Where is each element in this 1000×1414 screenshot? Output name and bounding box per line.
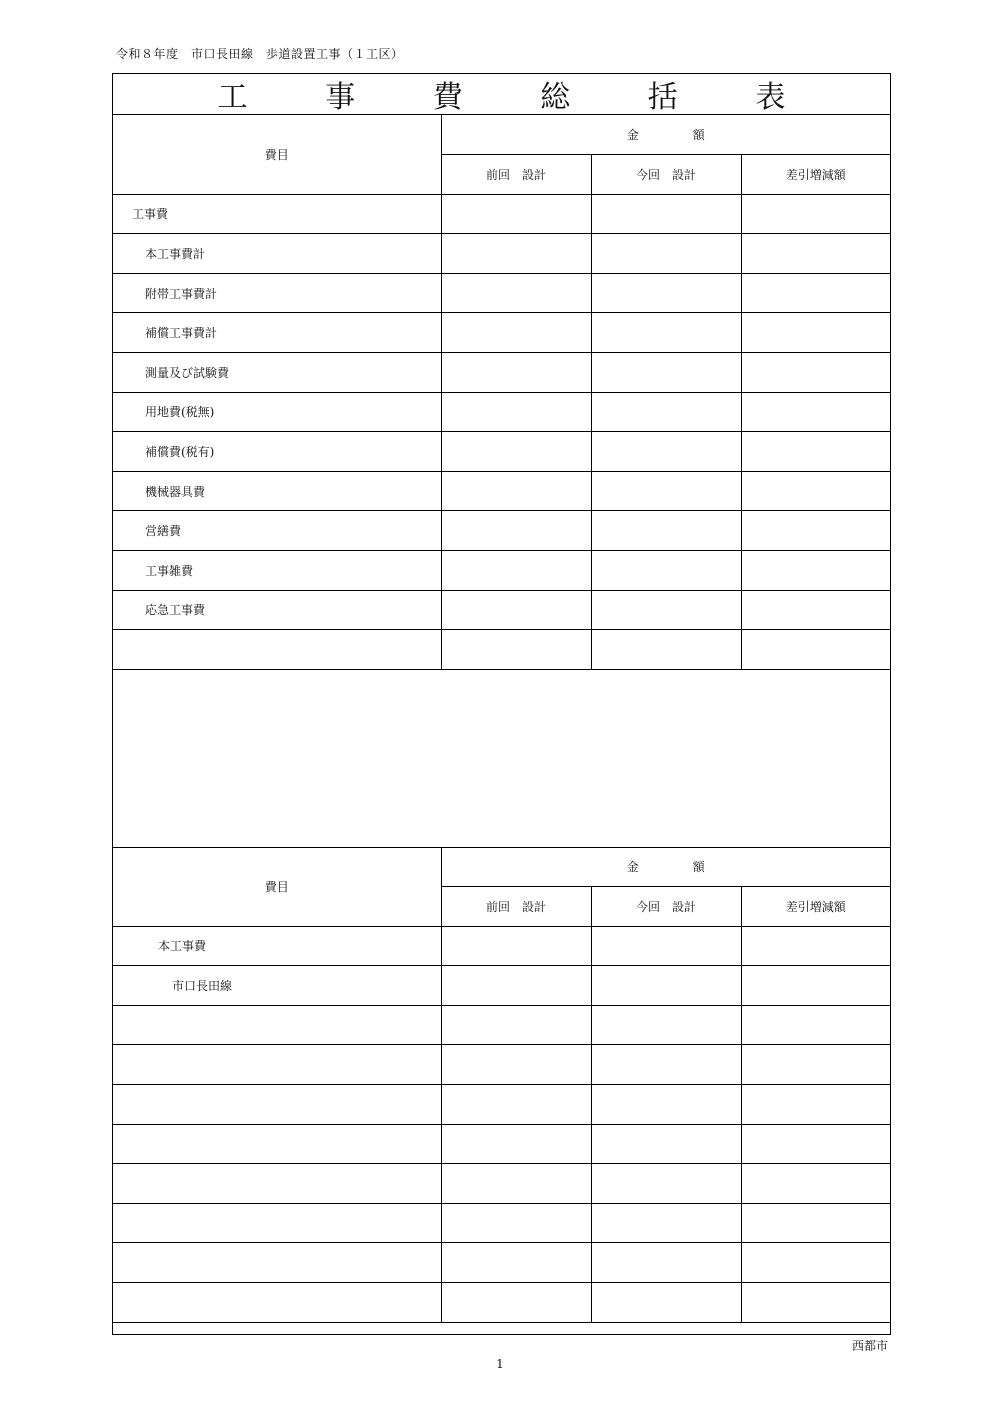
difference-cell <box>741 1005 890 1045</box>
row-item-label: 機械器具費 <box>113 471 441 511</box>
table-row <box>113 1045 890 1085</box>
previous-design-cell <box>441 353 591 393</box>
row-item-label: 営繕費 <box>113 511 441 551</box>
table-header-row <box>113 115 890 155</box>
current-design-cell <box>591 234 741 274</box>
document-header: 令和８年度 市口長田線 歩道設置工事（１工区） <box>116 47 404 61</box>
current-design-cell <box>591 630 741 670</box>
column-header-current-design: 今回 設計 <box>591 155 741 195</box>
table-row <box>113 1203 890 1243</box>
cost-summary-table-lower <box>113 847 890 1323</box>
difference-cell <box>741 194 890 234</box>
current-design-cell <box>591 392 741 432</box>
row-item-label <box>113 630 441 670</box>
difference-cell <box>741 630 890 670</box>
previous-design-cell <box>441 1124 591 1164</box>
previous-design-cell <box>441 1085 591 1125</box>
row-item-label: 補償費(税有) <box>113 432 441 472</box>
difference-cell <box>741 1045 890 1085</box>
previous-design-cell <box>441 551 591 591</box>
row-item-label: 市口長田線 <box>113 966 441 1006</box>
previous-design-cell <box>441 273 591 313</box>
previous-design-cell <box>441 1045 591 1085</box>
row-item-label <box>113 1124 441 1164</box>
column-header-amount <box>441 847 890 887</box>
row-item-label <box>113 1005 441 1045</box>
previous-design-cell <box>441 392 591 432</box>
column-header-previous-design: 前回 設計 <box>441 155 591 195</box>
previous-design-cell <box>441 1005 591 1045</box>
row-item-label <box>113 1243 441 1283</box>
row-item-label: 用地費(税無) <box>113 392 441 432</box>
current-design-cell <box>591 1045 741 1085</box>
difference-cell <box>741 1164 890 1204</box>
current-design-cell <box>591 1243 741 1283</box>
difference-cell <box>741 966 890 1006</box>
previous-design-cell <box>441 926 591 966</box>
column-header-current-design: 今回 設計 <box>591 887 741 927</box>
difference-cell <box>741 1124 890 1164</box>
table-row <box>113 273 890 313</box>
current-design-cell <box>591 926 741 966</box>
row-item-label <box>113 1045 441 1085</box>
current-design-cell <box>591 432 741 472</box>
current-design-cell <box>591 273 741 313</box>
difference-cell <box>741 511 890 551</box>
column-header-difference: 差引増減額 <box>741 887 890 927</box>
previous-design-cell <box>441 590 591 630</box>
table-row <box>113 551 890 591</box>
current-design-cell <box>591 551 741 591</box>
previous-design-cell <box>441 471 591 511</box>
row-item-label: 工事費 <box>113 194 441 234</box>
table-row <box>113 313 890 353</box>
previous-design-cell <box>441 630 591 670</box>
difference-cell <box>741 392 890 432</box>
column-header-difference: 差引増減額 <box>741 155 890 195</box>
table-row <box>113 234 890 274</box>
difference-cell <box>741 353 890 393</box>
table-row <box>113 194 890 234</box>
table-row <box>113 471 890 511</box>
row-item-label <box>113 1164 441 1204</box>
current-design-cell <box>591 966 741 1006</box>
difference-cell <box>741 926 890 966</box>
previous-design-cell <box>441 1283 591 1323</box>
difference-cell <box>741 1243 890 1283</box>
table-row <box>113 966 890 1006</box>
previous-design-cell <box>441 1243 591 1283</box>
table-row <box>113 511 890 551</box>
row-item-label: 測量及び試験費 <box>113 353 441 393</box>
row-item-label: 附帯工事費計 <box>113 273 441 313</box>
table-row <box>113 1085 890 1125</box>
difference-cell <box>741 1283 890 1323</box>
page-number: 1 <box>496 1357 504 1371</box>
current-design-cell <box>591 1203 741 1243</box>
current-design-cell <box>591 1164 741 1204</box>
table-row <box>113 630 890 670</box>
row-item-label: 本工事費 <box>113 926 441 966</box>
table-row <box>113 353 890 393</box>
row-item-label: 応急工事費 <box>113 590 441 630</box>
cost-summary-table-upper <box>113 115 890 670</box>
difference-cell <box>741 273 890 313</box>
difference-cell <box>741 1085 890 1125</box>
column-header-amount <box>441 115 890 155</box>
footer-city: 西都市 <box>851 1339 888 1353</box>
difference-cell <box>741 432 890 472</box>
current-design-cell <box>591 511 741 551</box>
previous-design-cell <box>441 1203 591 1243</box>
table-row <box>113 590 890 630</box>
difference-cell <box>741 313 890 353</box>
current-design-cell <box>591 1283 741 1323</box>
difference-cell <box>741 590 890 630</box>
table-row <box>113 1283 890 1323</box>
cost-summary-sheet <box>112 73 891 1335</box>
difference-cell <box>741 551 890 591</box>
blank-section <box>113 685 890 848</box>
row-item-label: 工事雑費 <box>113 551 441 591</box>
row-item-label: 本工事費計 <box>113 234 441 274</box>
table-row <box>113 1005 890 1045</box>
current-design-cell <box>591 1124 741 1164</box>
table-row <box>113 392 890 432</box>
previous-design-cell <box>441 194 591 234</box>
table-row <box>113 926 890 966</box>
table-row <box>113 1124 890 1164</box>
table-row <box>113 1243 890 1283</box>
previous-design-cell <box>441 313 591 353</box>
current-design-cell <box>591 1005 741 1045</box>
current-design-cell <box>591 1085 741 1125</box>
column-header-item: 費目 <box>113 847 441 926</box>
previous-design-cell <box>441 1164 591 1204</box>
row-item-label: 補償工事費計 <box>113 313 441 353</box>
page-title: 工 事 費 総 括 表 <box>113 74 890 115</box>
previous-design-cell <box>441 966 591 1006</box>
column-header-item: 費目 <box>113 115 441 194</box>
table-header-row <box>113 847 890 887</box>
current-design-cell <box>591 353 741 393</box>
current-design-cell <box>591 313 741 353</box>
table-row <box>113 432 890 472</box>
previous-design-cell <box>441 432 591 472</box>
difference-cell <box>741 471 890 511</box>
difference-cell <box>741 1203 890 1243</box>
previous-design-cell <box>441 234 591 274</box>
current-design-cell <box>591 590 741 630</box>
previous-design-cell <box>441 511 591 551</box>
row-item-label <box>113 1085 441 1125</box>
column-header-amount-label: 金額 <box>626 128 759 143</box>
row-item-label <box>113 1283 441 1323</box>
column-header-amount-label: 金額 <box>626 860 759 875</box>
current-design-cell <box>591 471 741 511</box>
row-item-label <box>113 1203 441 1243</box>
table-row <box>113 1164 890 1204</box>
current-design-cell <box>591 194 741 234</box>
column-header-previous-design: 前回 設計 <box>441 887 591 927</box>
difference-cell <box>741 234 890 274</box>
